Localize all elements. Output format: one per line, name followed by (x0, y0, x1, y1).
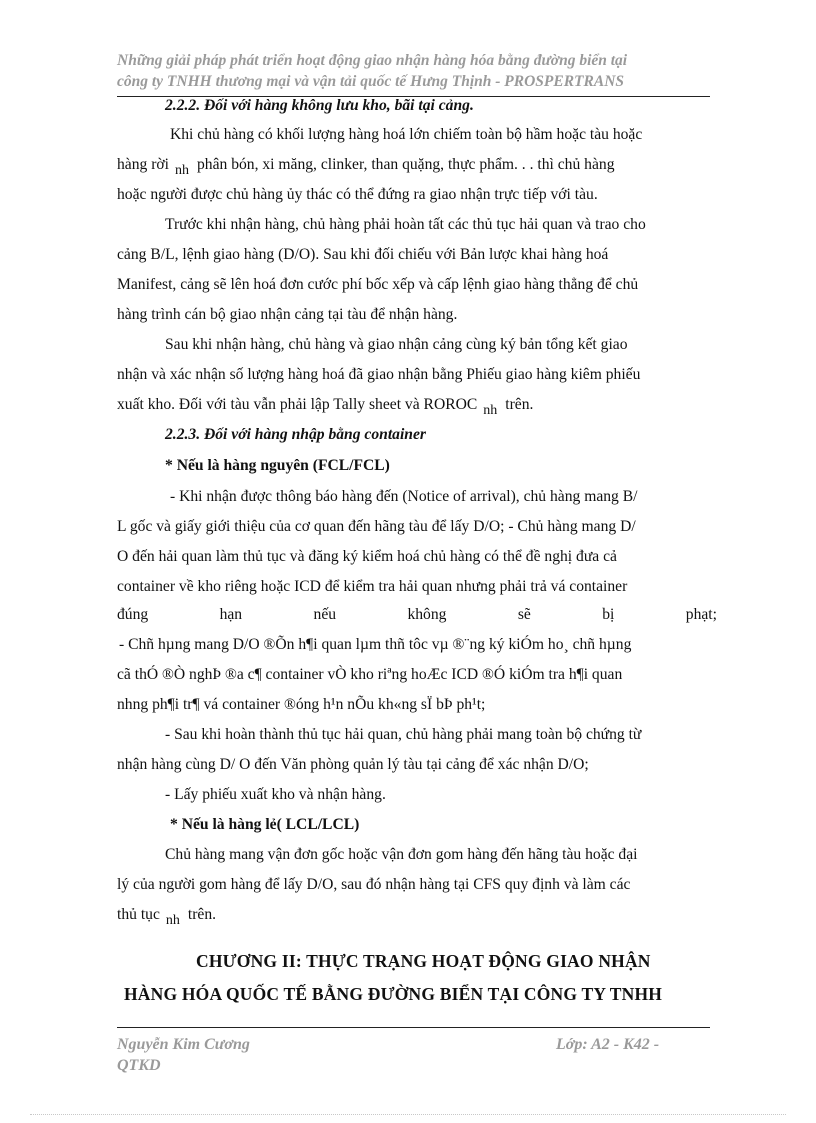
paragraph-line: Manifest, cảng sẽ lên hoá đơn cước phí bốc xếp và cấp lệnh giao hàng thẳng để chủ (117, 276, 639, 293)
header-title-line-2: công ty TNHH thương mại và vận tải quốc tế Hưng Thịnh - PROSPERTRANS (117, 73, 625, 90)
paragraph-line: L gốc và giấy giới thiệu của cơ quan đến hãng tàu để lấy D/O; - Chủ hàng mang D/ (117, 518, 636, 535)
word: bị (602, 606, 615, 623)
footer-class: Lớp: A2 - K42 - (556, 1036, 660, 1053)
text-fragment: xuất kho. Đối với tàu vẫn phải lập Tally sheet và ROROC (117, 396, 478, 413)
garbled-encoding-line: - Chñ hµng mang D/O ®Õn h¶i quan lµm thñ tôc vµ ®¨ng ký kiÓm ho¸ chñ hµng (119, 636, 632, 653)
fcl-heading: * Nếu là hàng nguyên (FCL/FCL) (165, 457, 390, 474)
paragraph-line: O đến hải quan làm thủ tục và đăng ký kiểm hoá chủ hàng có thể đề nghị đưa cả (117, 548, 617, 565)
paragraph-line (117, 156, 717, 178)
text-fragment: thủ tục (117, 906, 160, 923)
footer-author: Nguyễn Kim Cương (117, 1036, 250, 1053)
paragraph-line: Chủ hàng mang vận đơn gốc hoặc vận đơn gom hàng đến hãng tàu hoặc đại (165, 846, 638, 863)
garbled-encoding-line: cã thÓ ®Ò nghÞ ®a c¶ container vÒ kho riªng hoÆc ICD ®Ó kiÓm tra h¶i quan (117, 666, 623, 683)
section-heading-2-2-3: 2.2.3. Đối với hàng nhập bằng container (165, 426, 426, 443)
lcl-heading: * Nếu là hàng lẻ( LCL/LCL) (170, 816, 360, 833)
paragraph-line: Trước khi nhận hàng, chủ hàng phải hoàn tất các thủ tục hải quan và trao cho (165, 216, 646, 233)
paragraph-line: - Sau khi hoàn thành thủ tục hải quan, chủ hàng phải mang toàn bộ chứng từ (165, 726, 642, 743)
paragraph-line: lý của người gom hàng để lấy D/O, sau đó nhận hàng tại CFS quy định và làm các (117, 876, 631, 893)
word: phạt; (685, 606, 717, 623)
word: hạn (219, 606, 243, 623)
subscript-fragment: nh (165, 913, 180, 928)
paragraph-line: - Khi nhận được thông báo hàng đến (Notice of arrival), chủ hàng mang B/ (170, 488, 638, 505)
paragraph-line: - Lấy phiếu xuất kho và nhận hàng. (165, 786, 386, 803)
footer-rule (117, 1027, 710, 1028)
subscript-fragment: nh (483, 403, 498, 418)
word: đúng (117, 606, 149, 623)
paragraph-line (117, 906, 717, 928)
word: nếu (313, 606, 337, 623)
paragraph-line: hoặc người được chủ hàng ủy thác có thể đứng ra giao nhận trực tiếp với tàu. (117, 186, 598, 203)
text-fragment: hàng rời (117, 156, 169, 173)
chapter-title-line-1: CHƯƠNG II: THỰC TRẠNG HOẠT ĐỘNG GIAO NHẬN (196, 951, 651, 971)
text-fragment: trên. (505, 396, 534, 413)
paragraph-line: Sau khi nhận hàng, chủ hàng và giao nhận cảng cùng ký bản tổng kết giao (165, 336, 628, 353)
page-bottom-border (30, 1114, 786, 1115)
section-heading-2-2-2: 2.2.2. Đối với hàng không lưu kho, bãi tại cảng. (165, 97, 474, 114)
paragraph-line (117, 396, 717, 418)
chapter-title-line-2: HÀNG HÓA QUỐC TẾ BẰNG ĐƯỜNG BIỂN TẠI CÔNG TY TNHH (124, 984, 663, 1004)
paragraph-line: Khi chủ hàng có khối lượng hàng hoá lớn chiếm toàn bộ hầm hoặc tàu hoặc (170, 126, 643, 143)
paragraph-line: cảng B/L, lệnh giao hàng (D/O). Sau khi đối chiếu với Bản lược khai hàng hoá (117, 246, 609, 263)
footer-major: QTKD (117, 1057, 161, 1074)
paragraph-line: hàng trình cán bộ giao nhận cảng tại tàu để nhận hàng. (117, 306, 458, 323)
paragraph-line: container về kho riêng hoặc ICD để kiểm tra hải quan nhưng phải trả vá container (117, 578, 628, 595)
word: sẽ (517, 606, 531, 623)
paragraph-line: nhận hàng cùng D/ O đến Văn phòng quản lý tàu tại cảng để xác nhận D/O; (117, 756, 589, 773)
text-fragment: phân bón, xi măng, clinker, than quặng, thực phẩm. . . thì chủ hàng (196, 156, 615, 173)
justified-line (117, 606, 717, 624)
header-title-line-1: Những giải pháp phát triển hoạt động giao nhận hàng hóa bằng đường biển tại (117, 52, 628, 69)
subscript-fragment: nh (174, 163, 189, 178)
paragraph-line: nhận và xác nhận số lượng hàng hoá đã giao nhận bằng Phiếu giao hàng kiêm phiếu (117, 366, 641, 383)
garbled-encoding-line: nhng ph¶i tr¶ vá container ®óng h¹n nÕu kh«ng sÏ bÞ ph¹t; (117, 696, 486, 713)
word: không (407, 606, 447, 623)
text-fragment: trên. (187, 906, 217, 923)
